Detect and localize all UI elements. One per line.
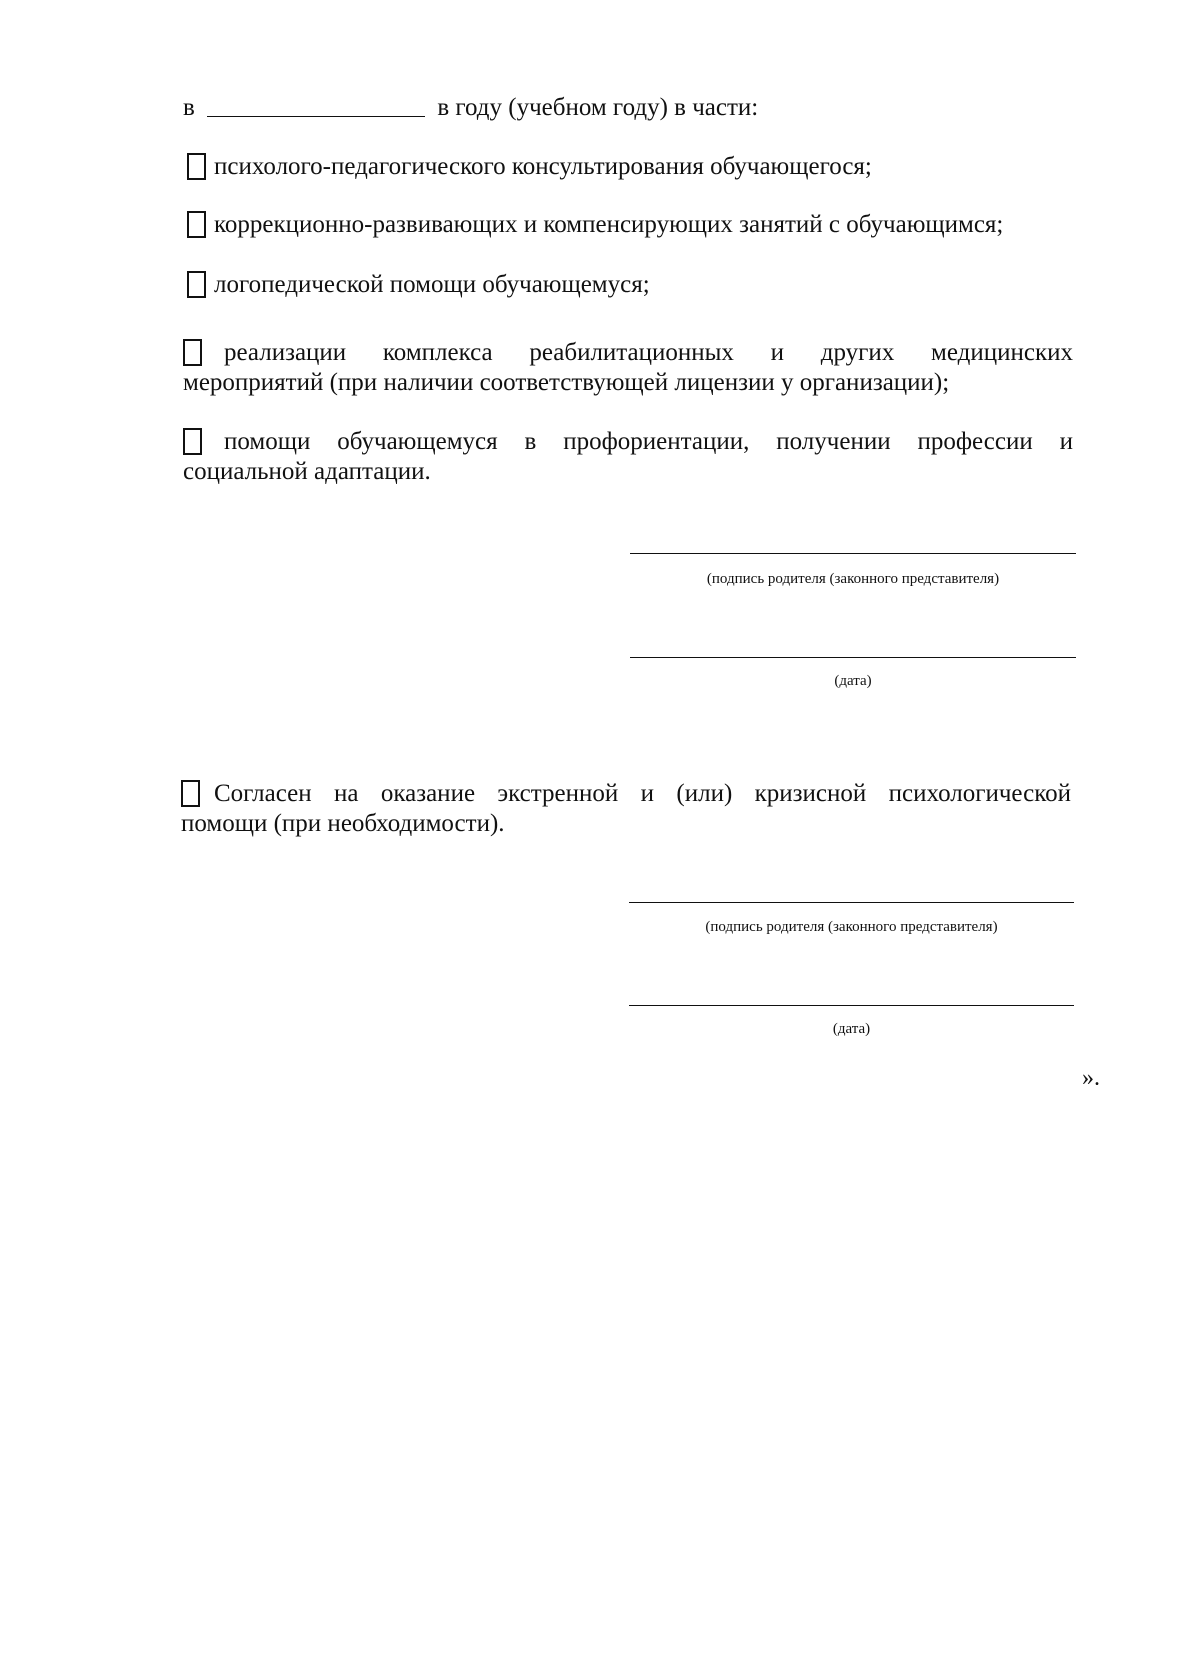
closing-quote-mark: ». bbox=[1082, 1065, 1100, 1091]
option-line-1: реализации комплекса реабилитационных и других медицинских bbox=[224, 339, 1073, 366]
checkbox-correctional-classes[interactable] bbox=[187, 211, 206, 238]
checkbox-speech-therapy[interactable] bbox=[187, 271, 206, 298]
parent-signature-line-1[interactable] bbox=[630, 553, 1076, 554]
checkbox-psych-consulting[interactable] bbox=[187, 153, 206, 180]
date-caption-1: (дата) bbox=[834, 673, 872, 689]
option-label: логопедической помощи обучающемуся; bbox=[214, 271, 650, 298]
option-label: коррекционно-развивающих и компенсирующих занятий с обучающимся; bbox=[214, 211, 1004, 238]
year-blank-field[interactable] bbox=[207, 94, 425, 117]
date-caption-2: (дата) bbox=[832, 1021, 871, 1037]
consent-line-2: помощи (при необходимости). bbox=[181, 810, 505, 837]
option-speech-therapy bbox=[187, 270, 650, 300]
checkbox-crisis-consent[interactable] bbox=[181, 780, 200, 807]
date-line-1[interactable] bbox=[630, 657, 1076, 658]
intro-line bbox=[183, 93, 758, 123]
option-line-1: помощи обучающемуся в профориентации, получении профессии и bbox=[224, 428, 1073, 455]
parent-signature-caption-2: (подпись родителя (законного представителя) bbox=[705, 919, 998, 935]
date-line-2[interactable] bbox=[629, 1005, 1074, 1006]
intro-suffix: в году (учебном году) в части: bbox=[437, 94, 759, 121]
option-correctional-classes bbox=[187, 210, 1003, 240]
consent-line-1: Согласен на оказание экстренной и (или) кризисной психологической bbox=[214, 780, 1071, 807]
intro-prefix: в bbox=[183, 94, 195, 121]
checkbox-rehabilitation[interactable] bbox=[183, 339, 202, 366]
option-line-2: мероприятий (при наличии соответствующей лицензии у организации); bbox=[183, 369, 950, 396]
option-psych-consulting bbox=[187, 152, 872, 182]
checkbox-career-guidance[interactable] bbox=[183, 428, 202, 455]
option-rehabilitation bbox=[183, 338, 1073, 398]
option-line-2: социальной адаптации. bbox=[183, 458, 431, 485]
crisis-consent bbox=[181, 779, 1071, 839]
parent-signature-line-2[interactable] bbox=[629, 902, 1074, 903]
option-label: психолого-педагогического консультирования обучающегося; bbox=[214, 153, 872, 180]
parent-signature-caption-1: (подпись родителя (законного представителя) bbox=[706, 571, 1000, 587]
option-career-guidance bbox=[183, 427, 1073, 487]
